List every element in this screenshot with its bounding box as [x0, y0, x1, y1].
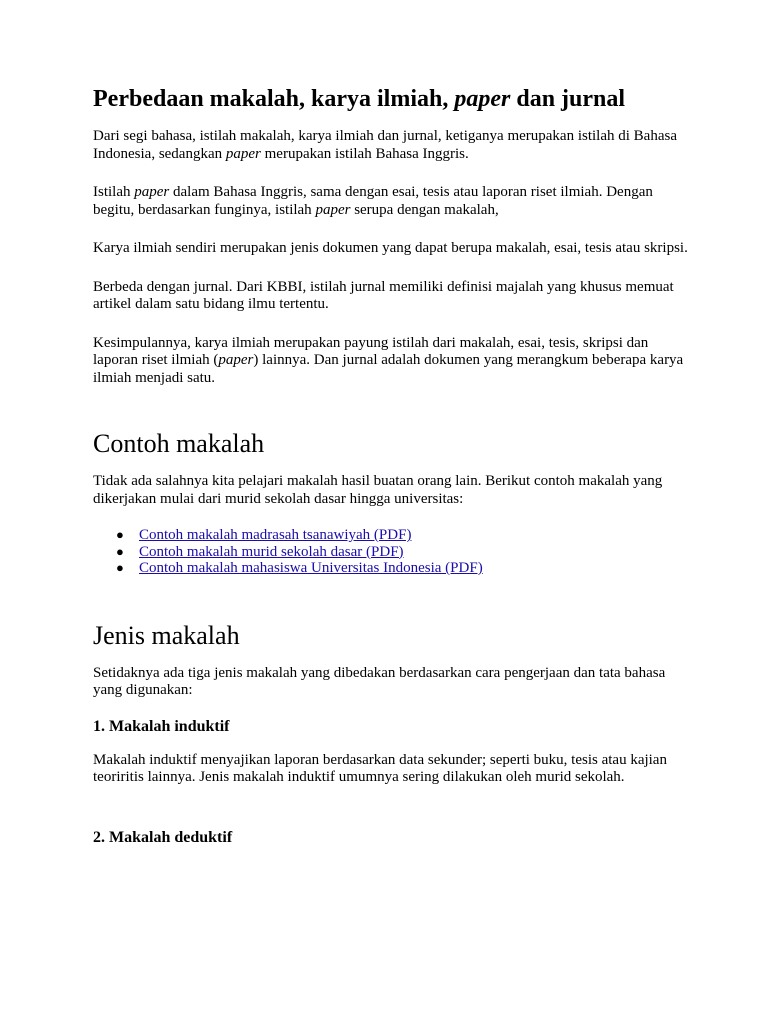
list-item [93, 527, 693, 544]
document-page [93, 83, 693, 848]
induktif-paragraph: Makalah induktif menyajikan laporan berdasarkan data sekunder; seperti buku, tesis atau kajian teoriritis lainnya. Jenis makalah induktif umumnya sering dilakukan oleh murid sekolah. [93, 751, 667, 785]
contoh-link-tsanawiyah[interactable]: Contoh makalah madrasah tsanawiyah (PDF) [139, 527, 412, 543]
contoh-link-sekolah-dasar[interactable]: Contoh makalah murid sekolah dasar (PDF) [139, 543, 404, 560]
jenis-heading: Jenis makalah [93, 620, 240, 650]
subheading-deduktif: 2. Makalah deduktif [93, 828, 233, 846]
contoh-link-universitas[interactable]: Contoh makalah mahasiswa Universitas Indonesia (PDF) [139, 560, 483, 576]
contoh-paragraph: Tidak ada salahnya kita pelajari makalah hasil buatan orang lain. Berikut contoh makalah yang dikerjakan mulai dari murid sekolah dasar hingga universitas: [93, 473, 663, 507]
intro-paragraph-1: Dari segi bahasa, istilah makalah, karya ilmiah dan jurnal, ketiganya merupakan istilah di Bahasa Indonesia, sedangkan paper merupakan istilah Bahasa Inggris. [93, 128, 677, 162]
list-item [93, 560, 693, 577]
bullet-icon: ● [116, 543, 124, 559]
intro-paragraph-5: Kesimpulannya, karya ilmiah merupakan payung istilah dari makalah, esai, tesis, skripsi dan laporan riset ilmiah (paper) lainnya. Dan jurnal adalah dokumen yang merangkum beberapa karya ilmiah menjadi satu. [93, 334, 684, 386]
contoh-heading: Contoh makalah [93, 429, 265, 458]
bullet-icon: ● [116, 527, 124, 542]
contoh-link-list [93, 527, 693, 577]
page-title: Perbedaan makalah, karya ilmiah, paper dan jurnal [93, 86, 626, 112]
list-item [93, 544, 693, 561]
jenis-paragraph: Setidaknya ada tiga jenis makalah yang dibedakan berdasarkan cara pengerjaan dan tata bahasa yang digunakan: [93, 664, 666, 698]
intro-paragraph-2: Istilah paper dalam Bahasa Inggris, sama dengan esai, tesis atau laporan riset ilmiah. Dengan begitu, berdasarkan funginya, istilah paper serupa dengan makalah, [93, 184, 653, 218]
intro-paragraph-4: Berbeda dengan jurnal. Dari KBBI, istilah jurnal memiliki definisi majalah yang khusus memuat artikel dalam satu bidang ilmu tertentu. [93, 278, 674, 312]
bullet-icon: ● [116, 560, 124, 575]
subheading-induktif: 1. Makalah induktif [93, 717, 230, 735]
intro-paragraph-3: Karya ilmiah sendiri merupakan jenis dokumen yang dapat berupa makalah, esai, tesis atau skripsi. [93, 240, 688, 256]
